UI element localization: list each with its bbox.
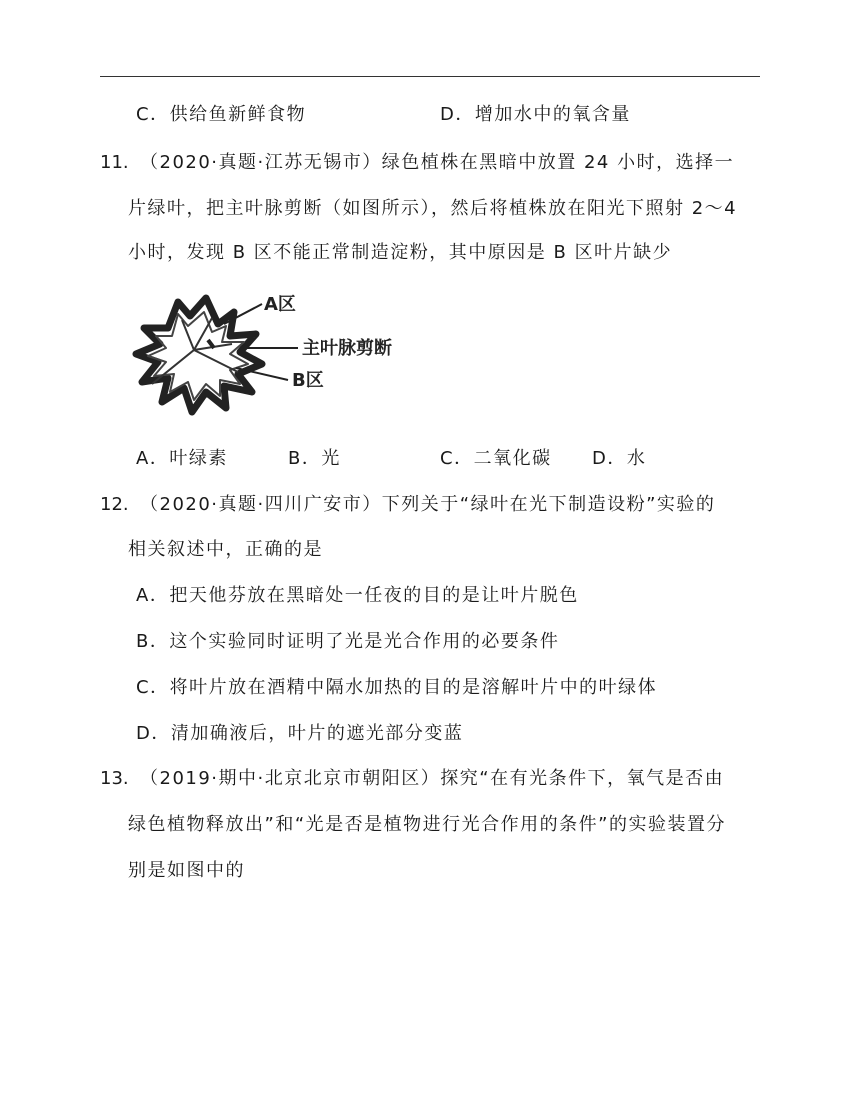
leaf-diagram — [128, 284, 428, 424]
q12-option-d: D．清加确液后，叶片的遮光部分变蓝 — [136, 723, 464, 744]
q12-option-a: A．把天他芬放在黑暗处一任夜的目的是让叶片脱色 — [136, 585, 579, 606]
header-rule — [100, 76, 760, 77]
q11-number: 11. — [100, 152, 129, 173]
q11-option-a: A．叶绿素 — [136, 448, 228, 469]
q13-line-2: 绿色植物释放出”和“光是否是植物进行光合作用的条件”的实验装置分 — [128, 814, 726, 835]
q10-option-d: D．增加水中的氧含量 — [440, 104, 631, 125]
q13-number: 13. — [100, 768, 129, 789]
q11-option-c: C．二氧化碳 — [440, 448, 552, 469]
label-b: B区 — [292, 370, 324, 391]
q12-option-b: B．这个实验同时证明了光是光合作用的必要条件 — [136, 631, 560, 652]
q11-option-d: D．水 — [592, 448, 647, 469]
q12-option-c: C．将叶片放在酒精中隔水加热的目的是溶解叶片中的叶绿体 — [136, 677, 658, 698]
q12-number: 12. — [100, 494, 129, 515]
label-a: A区 — [264, 294, 296, 315]
q11-line-3: 小时，发现 B 区不能正常制造淀粉，其中原因是 B 区叶片缺少 — [128, 242, 673, 263]
q13-line-1: （2019·期中·北京北京市朝阳区）探究“在有光条件下，氧气是否由 — [140, 768, 725, 789]
q11-option-b: B．光 — [288, 448, 341, 469]
q10-option-c: C．供给鱼新鲜食物 — [136, 104, 307, 125]
leaf-figure — [128, 284, 428, 424]
label-cut: 主叶脉剪断 — [302, 338, 392, 359]
q12-line-1: （2020·真题·四川广安市）下列关于“绿叶在光下制造设粉”实验的 — [140, 494, 716, 515]
q11-line-2: 片绿叶，把主叶脉剪断（如图所示），然后将植株放在阳光下照射 2～4 — [128, 198, 738, 219]
q11-line-1: （2020·真题·江苏无锡市）绿色植株在黑暗中放置 24 小时，选择一 — [140, 152, 735, 173]
q13-line-3: 别是如图中的 — [128, 860, 245, 881]
q12-line-2: 相关叙述中，正确的是 — [128, 539, 323, 560]
